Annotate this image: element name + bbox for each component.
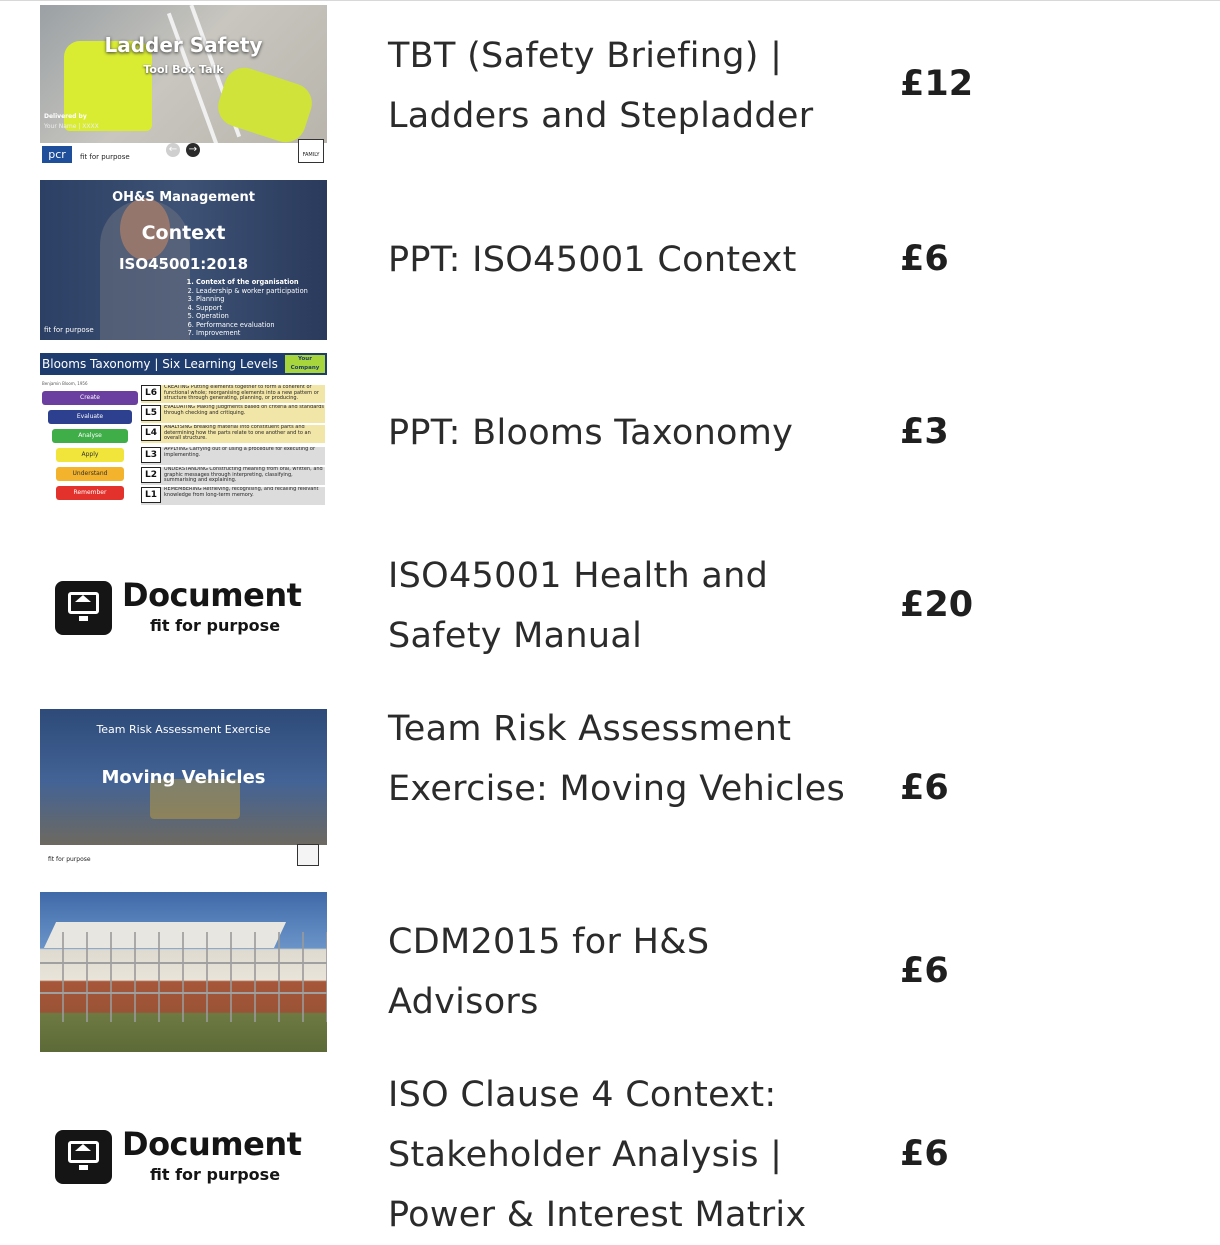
list-item: 2. Leadership & worker participation xyxy=(196,287,308,296)
thumb-top: Team Risk Assessment Exercise xyxy=(96,723,271,736)
pyramid-level: Apply xyxy=(56,448,124,462)
product-price: £3 xyxy=(900,412,949,452)
product-title[interactable]: PPT: ISO45001 Context xyxy=(388,240,797,280)
monitor-icon xyxy=(55,581,112,635)
product-thumbnail[interactable] xyxy=(40,5,327,165)
thumb-delivered-value: Your Name | XXXX xyxy=(44,123,99,130)
product-price: £20 xyxy=(900,585,974,625)
thumb-subheading: Tool Box Talk xyxy=(143,63,224,76)
thumb-heading: Context xyxy=(141,222,226,244)
product-row[interactable] xyxy=(0,1075,1220,1235)
level-row: L1 REMEMBERING Retrieving, recognising, and recalling relevant knowledge from long-term memory. xyxy=(141,487,325,505)
monitor-icon xyxy=(55,1130,112,1184)
thumb-list xyxy=(180,278,308,338)
scaffolding-graphic xyxy=(40,932,327,1022)
product-row[interactable] xyxy=(0,180,1220,340)
product-price: £6 xyxy=(900,951,949,991)
product-title[interactable]: Team Risk Assessment Exercise: Moving Vehicles xyxy=(388,709,846,809)
list-item: 3. Planning xyxy=(196,295,308,304)
product-price: £12 xyxy=(900,64,974,104)
sign-icon xyxy=(297,844,319,866)
brand-logo: fit for purpose xyxy=(44,326,94,334)
product-thumbnail[interactable] xyxy=(40,892,327,1052)
product-title[interactable]: PPT: Blooms Taxonomy xyxy=(388,413,794,453)
family-badge: FAMILY xyxy=(298,139,324,163)
company-badge: Your Company xyxy=(285,355,325,373)
list-item: 6. Performance evaluation xyxy=(196,321,308,330)
list-item: 4. Support xyxy=(196,304,308,313)
pyramid-level: Analyse xyxy=(52,429,128,443)
pyramid-level: Remember xyxy=(56,486,124,500)
thumb-heading: Blooms Taxonomy | Six Learning Levels xyxy=(40,353,327,375)
product-title[interactable]: TBT (Safety Briefing) | Ladders and Stepladder xyxy=(388,36,814,136)
thumb-heading: Document xyxy=(122,1125,302,1163)
product-title[interactable]: CDM2015 for H&S Advisors xyxy=(388,922,710,1022)
thumb-standard: ISO45001:2018 xyxy=(118,255,249,273)
thumb-top: OH&S Management xyxy=(112,190,255,205)
product-title[interactable]: ISO45001 Health and Safety Manual xyxy=(388,556,769,656)
level-row: L5 EVALUATING Making judgments based on criteria and standards through checking and critiquing. xyxy=(141,405,325,423)
level-row: L3 APPLYING Carrying out or using a procedure for executing or implementing. xyxy=(141,447,325,465)
product-thumbnail[interactable] xyxy=(40,180,327,340)
level-row: L6 CREATING Putting elements together to form a coherent or functional whole; reorganising elements into a new pattern or structure through generating, planning, or producing. xyxy=(141,385,325,403)
thumb-heading: Ladder Safety xyxy=(104,33,263,57)
product-row[interactable] xyxy=(0,892,1220,1052)
thumb-credit: Benjamin Bloom, 1956 xyxy=(42,381,88,386)
product-thumbnail[interactable] xyxy=(40,1075,327,1235)
scaffold-rail xyxy=(40,992,327,994)
product-row[interactable] xyxy=(0,353,1220,513)
pyramid-level: Create xyxy=(42,391,138,405)
product-title[interactable]: ISO Clause 4 Context: Stakeholder Analysis | Power & Interest Matrix xyxy=(388,1075,807,1235)
pcr-logo: pcr xyxy=(42,146,72,163)
list-item: 7. Improvement xyxy=(196,329,308,338)
product-thumbnail[interactable] xyxy=(40,526,327,686)
pyramid-level: Understand xyxy=(56,467,124,481)
product-row[interactable] xyxy=(0,526,1220,686)
brand-logo: fit for purpose xyxy=(80,153,130,161)
brand-logo: fit for purpose xyxy=(48,856,91,863)
carousel-next-icon[interactable]: → xyxy=(186,143,200,157)
product-thumbnail[interactable] xyxy=(40,709,327,869)
top-divider xyxy=(0,0,1220,1)
carousel-prev-icon[interactable]: ← xyxy=(166,143,180,157)
list-item: 5. Operation xyxy=(196,312,308,321)
thumb-heading: Document xyxy=(122,576,302,614)
scaffold-rail xyxy=(40,962,327,964)
product-price: £6 xyxy=(900,768,949,808)
level-row: L2 UNDERSTANDING Constructing meaning from oral, written, and graphic messages through interpreting, classifying, summarising and explaining. xyxy=(141,467,325,485)
thumb-delivered-label: Delivered by xyxy=(44,113,87,120)
pyramid-level: Evaluate xyxy=(48,410,132,424)
list-item: 1. Context of the organisation xyxy=(196,278,308,287)
thumb-subheading: fit for purpose xyxy=(150,616,281,635)
product-thumbnail[interactable] xyxy=(40,353,327,513)
product-row[interactable] xyxy=(0,5,1220,165)
thumb-heading: Moving Vehicles xyxy=(101,767,266,788)
product-price: £6 xyxy=(900,1134,949,1174)
thumb-subheading: fit for purpose xyxy=(150,1165,281,1184)
product-row[interactable] xyxy=(0,709,1220,869)
product-price: £6 xyxy=(900,239,949,279)
level-row: L4 ANALYSING Breaking material into constituent parts and determining how the parts relate to one another and to an overall structure. xyxy=(141,425,325,443)
